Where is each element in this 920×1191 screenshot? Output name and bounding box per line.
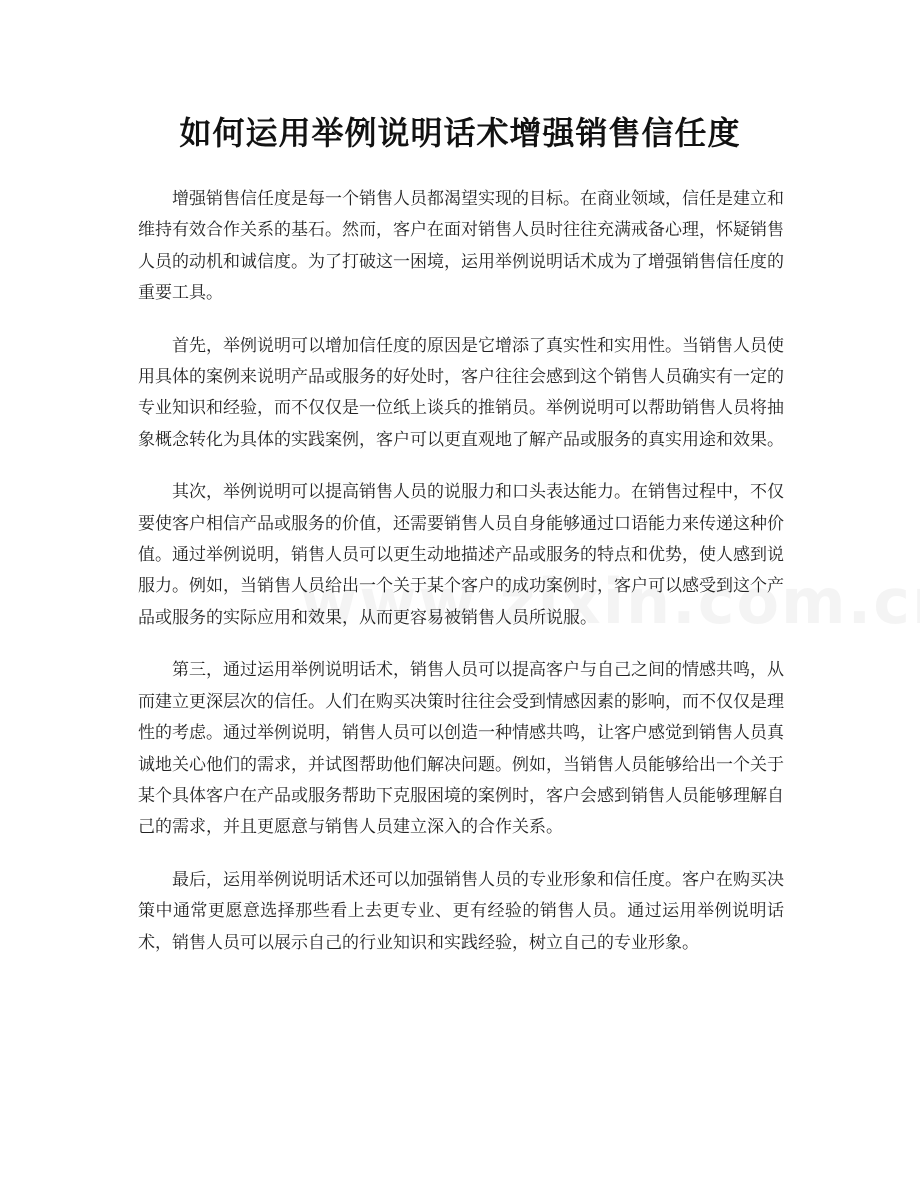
paragraph-third: 第三，通过运用举例说明话术，销售人员可以提高客户与自己之间的情感共鸣，从而建立更深层次的信任。人们在购买决策时往往会受到情感因素的影响，而不仅仅是理性的考虑。通过举例说明，销售人员可以创造一种情感共鸣，让客户感觉到销售人员真诚地关心他们的需求，并试图帮助他们解决问题。例如，当销售人员能够给出一个关于某个具体客户在产品或服务帮助下克服困境的案例时，客户会感到销售人员能够理解自己的需求，并且更愿意与销售人员建立深入的合作关系。 xyxy=(138,660,784,838)
paragraph-first: 首先，举例说明可以增加信任度的原因是它增添了真实性和实用性。当销售人员使用具体的案例来说明产品或服务的好处时，客户往往会感到这个销售人员确实有一定的专业知识和经验，而不仅仅是一位纸上谈兵的推销员。举例说明可以帮助销售人员将抽象概念转化为具体的实践案例，客户可以更直观地了解产品或服务的真实用途和效果。 xyxy=(138,335,784,450)
paragraph-intro: 增强销售信任度是每一个销售人员都渴望实现的目标。在商业领域，信任是建立和维持有效合作关系的基石。然而，客户在面对销售人员时往往充满戒备心理，怀疑销售人员的动机和诚信度。为了打破这一困境，运用举例说明话术成为了增强销售信任度的重要工具。 xyxy=(138,189,784,304)
paragraph-second: 其次，举例说明可以提高销售人员的说服力和口头表达能力。在销售过程中，不仅要使客户相信产品或服务的价值，还需要销售人员自身能够通过口语能力来传递这种价值。通过举例说明，销售人员可以更生动地描述产品或服务的特点和优势，使人感到说服力。例如，当销售人员给出一个关于某个客户的成功案例时，客户可以感受到这个产品或服务的实际应用和效果，从而更容易被销售人员所说服。 xyxy=(138,482,784,628)
paragraph-last: 最后，运用举例说明话术还可以加强销售人员的专业形象和信任度。客户在购买决策中通常更愿意选择那些看上去更专业、更有经验的销售人员。通过运用举例说明话术，销售人员可以展示自己的行业知识和实践经验，树立自己的专业形象。 xyxy=(138,869,784,953)
document-title: 如何运用举例说明话术增强销售信任度 xyxy=(179,114,741,152)
document-body xyxy=(138,184,784,980)
